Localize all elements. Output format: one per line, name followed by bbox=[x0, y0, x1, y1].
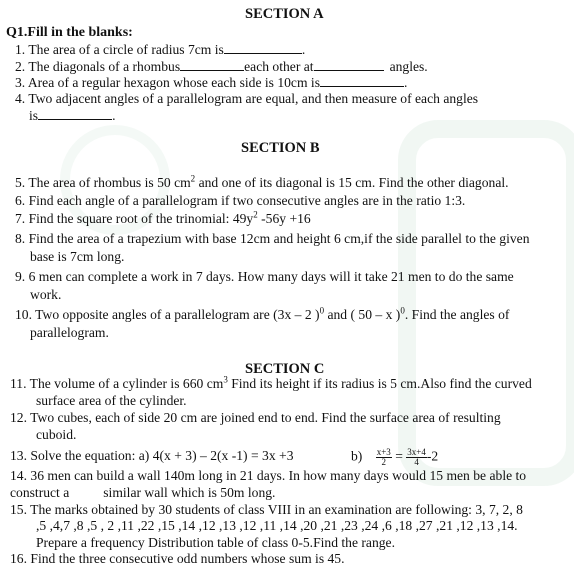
question-14-cont bbox=[10, 485, 275, 501]
answer-blank bbox=[38, 107, 112, 120]
question-10-cont: parallelogram. bbox=[30, 325, 109, 340]
q1-item-1-end: . bbox=[301, 42, 306, 57]
equals-sign: = bbox=[395, 448, 403, 464]
fraction-2 bbox=[406, 448, 427, 467]
question-10-sup-1: 0 bbox=[319, 305, 325, 316]
question-14-text-b: construct a bbox=[10, 485, 70, 500]
question-16: 16. Find the three consecutive odd numbers whose sum is 45. bbox=[10, 551, 345, 566]
question-15-data: ,5 ,4,7 ,8 ,5 , 2 ,11 ,22 ,15 ,14 ,12 ,13 ,12 ,11 ,14 ,20 ,21 ,23 ,24 ,6 ,18 ,27 ,21 ,12 ,13 ,14. bbox=[36, 518, 518, 533]
q1-item-1 bbox=[15, 41, 305, 58]
question-10-sup-2: 0 bbox=[400, 305, 405, 316]
q1-item-4-end: . bbox=[112, 108, 116, 123]
question-11-sup: 3 bbox=[223, 374, 228, 385]
question-10-text-c: . Find the angles of bbox=[404, 307, 510, 322]
section-c-heading: SECTION C bbox=[245, 361, 325, 377]
q1-item-2-text-b: each other at bbox=[244, 59, 314, 74]
question-12-cont: cuboid. bbox=[36, 427, 77, 442]
question-13-part-b bbox=[351, 448, 438, 467]
q1-item-2-text-a: 2. The diagonals of a rhombus bbox=[15, 59, 181, 74]
question-8-cont: base is 7cm long. bbox=[30, 249, 125, 264]
question-5-sup: 2 bbox=[190, 173, 196, 184]
q1-item-1-text: 1. The area of a circle of radius 7cm is bbox=[15, 42, 224, 57]
question-5-text-a: 5. The area of rhombus is 50 cm bbox=[15, 175, 191, 190]
question-11-text-a: 11. The volume of a cylinder is 660 cm bbox=[10, 376, 224, 391]
question-10-text-b: and ( 50 – x ) bbox=[324, 307, 401, 322]
section-b-heading: SECTION B bbox=[241, 140, 320, 156]
question-13-b-label: b) bbox=[351, 448, 363, 464]
q1-item-4: 4. Two adjacent angles of a parallelogram are equal, and then measure of each angles bbox=[15, 91, 479, 106]
q1-item-4-cont bbox=[29, 107, 115, 124]
question-13-tail: -2 bbox=[426, 448, 439, 464]
fraction-2-num: 3x+4 bbox=[407, 447, 426, 457]
question-7-text-a: 7. Find the square root of the trinomial: 49y bbox=[15, 211, 254, 226]
question-5-text-b: and one of its diagonal is 15 cm. Find the other diagonal. bbox=[195, 175, 509, 190]
q1-item-4-text-b: is bbox=[29, 108, 39, 123]
section-a-heading: SECTION A bbox=[245, 6, 324, 22]
q1-item-2 bbox=[15, 58, 428, 75]
answer-blank bbox=[314, 58, 384, 71]
question-5 bbox=[15, 175, 509, 191]
fraction-1-den: 2 bbox=[381, 457, 387, 467]
question-14-text-c: similar wall which is 50m long. bbox=[103, 485, 276, 500]
question-15-cont: Prepare a frequency Distribution table of class 0-5.Find the range. bbox=[36, 535, 395, 550]
question-7-sup: 2 bbox=[253, 209, 258, 220]
q1-item-3-text: 3. Area of a regular hexagon whose each side is 10cm is bbox=[15, 75, 321, 90]
question-10 bbox=[15, 307, 509, 323]
q1-item-2-text-c: angles. bbox=[389, 59, 428, 74]
answer-blank bbox=[224, 41, 302, 54]
question-10-text-a: 10. Two opposite angles of a parallelogram are (3x – 2 ) bbox=[15, 307, 320, 322]
fraction-2-den: 4 bbox=[414, 457, 419, 467]
question-13-text-a: 13. Solve the equation: a) 4(x + 3) – 2(x -1) = 3x +3 bbox=[10, 448, 294, 463]
question-13 bbox=[10, 448, 294, 464]
q1-item-3 bbox=[15, 74, 407, 91]
question-14: 14. 36 men can build a wall 140m long in 21 days. In how many days would 15 men be able to bbox=[10, 468, 527, 483]
question-12: 12. Two cubes, each of side 20 cm are joined end to end. Find the surface area of resulting bbox=[10, 410, 501, 425]
question-6: 6. Find each angle of a parallelogram if two consecutive angles are in the ratio 1:3. bbox=[15, 193, 466, 208]
question-9-cont: work. bbox=[30, 287, 62, 302]
question-11-cont: surface area of the cylinder. bbox=[36, 393, 187, 408]
q1-title: Q1.Fill in the blanks: bbox=[6, 25, 133, 40]
question-11 bbox=[10, 376, 532, 392]
question-11-text-b: Find its height if its radius is 5 cm.Also find the curved bbox=[227, 376, 532, 391]
q1-item-3-end: . bbox=[404, 75, 408, 90]
answer-blank bbox=[320, 74, 404, 87]
question-15: 15. The marks obtained by 30 students of class VIII in an examination are following: 3, 7, 2, 8 bbox=[10, 502, 523, 517]
question-8: 8. Find the area of a trapezium with base 12cm and height 6 cm,if the side parallel to the given bbox=[15, 231, 530, 246]
question-7 bbox=[15, 211, 311, 227]
question-7-text-b: -56y +16 bbox=[257, 211, 311, 226]
fraction-1 bbox=[376, 448, 392, 467]
fraction-1-num: x+3 bbox=[376, 447, 391, 457]
answer-blank bbox=[180, 58, 244, 71]
question-9: 9. 6 men can complete a work in 7 days. How many days will it take 21 men to do the same bbox=[15, 269, 514, 284]
